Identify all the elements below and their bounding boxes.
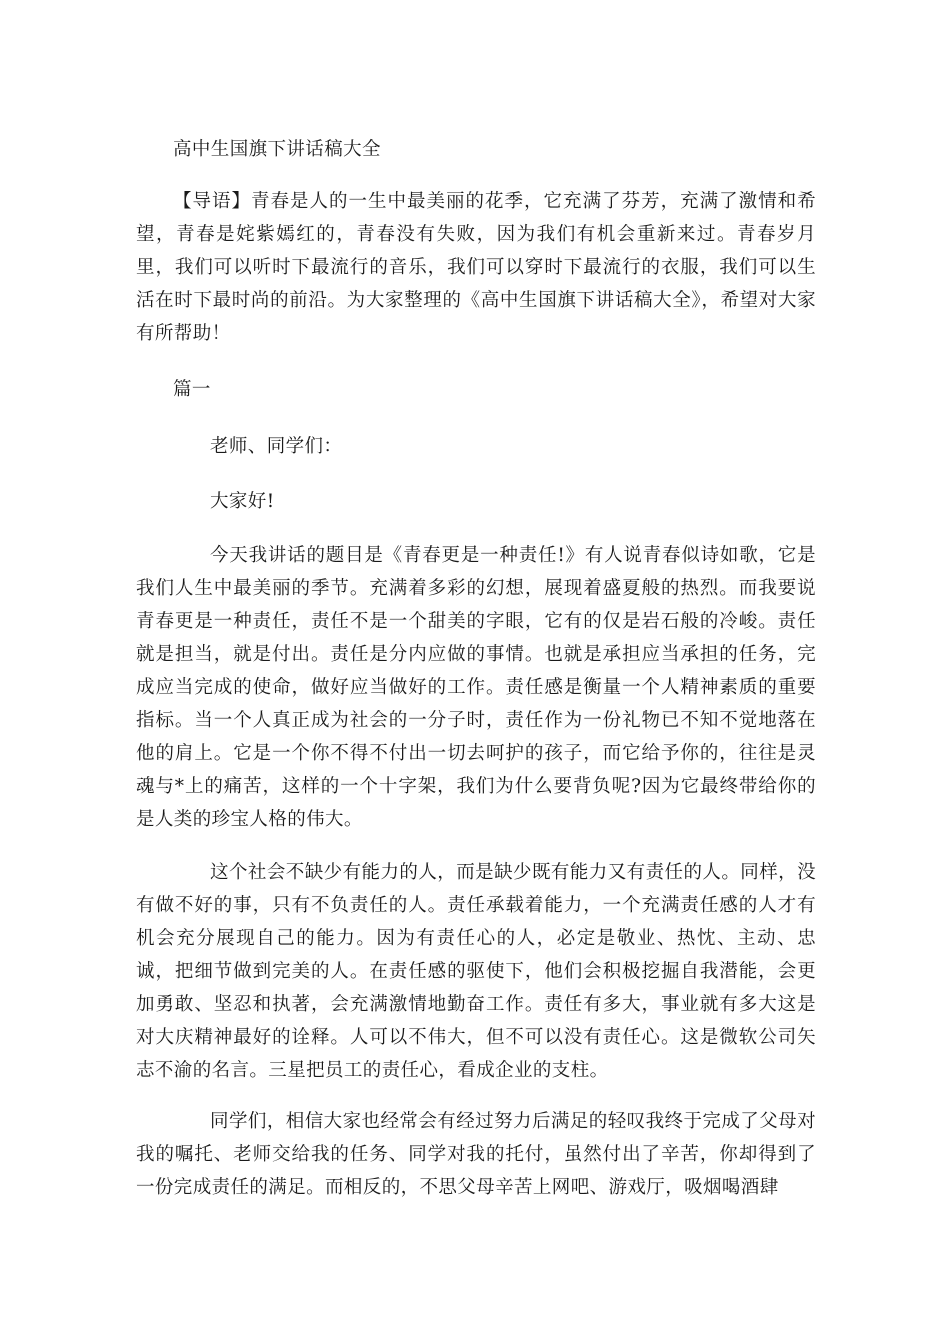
body-paragraph: 这个社会不缺少有能力的人，而是缺少既有能力又有责任的人。同样，没有做不好的事，只有不负责任的人。责任承载着能力，一个充满责任感的人才有机会充分展现自己的能力。因为有责任心的人，必定是敬业、热忱、主动、忠诚，把细节做到完美的人。在责任感的驱使下，他们会积极挖掘自我潜能，会更加勇敢、坚忍和执著，会充满激情地勤奋工作。责任有多大，事业就有多大这是对大庆精神最好的诠释。人可以不伟大，但不可以没有责任心。这是微软公司矢志不渝的名言。三星把员工的责任心，看成企业的支柱。 — [136, 862, 816, 1081]
body-paragraph: 今天我讲话的题目是《青春更是一种责任!》有人说青春似诗如歌，它是我们人生中最美丽的季节。充满着多彩的幻想，展现着盛夏般的热烈。而我要说青春更是一种责任，责任不是一个甜美的字眼，它有的仅是岩石般的冷峻。责任就是担当，就是付出。责任是分内应做的事情。也就是承担应当承担的任务，完成应当完成的使命，做好应当做好的工作。责任感是衡量一个人精神素质的重要指标。当一个人真正成为社会的一分子时，责任作为一份礼物已不知不觉地落在他的肩上。它是一个你不得不付出一切去呵护的孩子，而它给予你的，往往是灵魂与*上的痛苦，这样的一个十字架，我们为什么要背负呢?因为它最终带给你的是人类的珍宝人格的伟大。 — [136, 545, 816, 830]
intro-paragraph: 【导语】青春是人的一生中最美丽的花季，它充满了芬芳，充满了激情和希望，青春是姹紫嫣红的，青春没有失败，因为我们有机会重新来过。青春岁月里，我们可以听时下最流行的音乐，我们可以穿时下最流行的衣服，我们可以生活在时下最时尚的前沿。为大家整理的《高中生国旗下讲话稿大全》，希望对大家有所帮助！ — [136, 191, 816, 344]
document-title: 高中生国旗下讲话稿大全 — [173, 139, 381, 160]
body-paragraph: 同学们，相信大家也经常会有经过努力后满足的轻叹我终于完成了父母对我的嘱托、老师交给我的任务、同学对我的托付，虽然付出了辛苦，你却得到了一份完成责任的满足。而相反的，不思父母辛苦上网吧、游戏厅，吸烟喝酒肆 — [136, 1111, 816, 1198]
section-heading: 篇一 — [173, 379, 211, 400]
greeting: 大家好! — [210, 491, 275, 512]
salutation: 老师、同学们： — [210, 436, 343, 457]
